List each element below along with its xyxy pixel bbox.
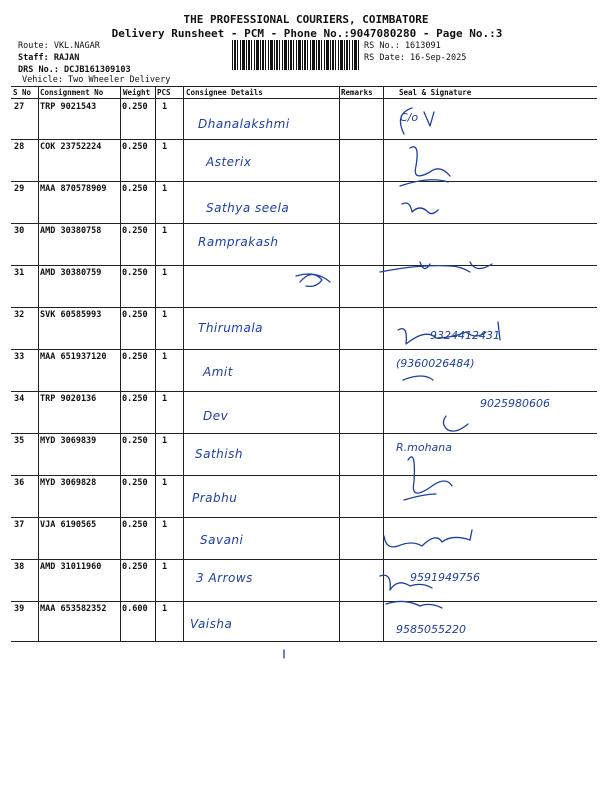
row-weight: 0.250 [122,394,148,404]
row-pcs: 1 [162,310,168,320]
row-consignee-name: Savani [200,533,244,547]
row-consignee-name: Sathish [195,447,243,461]
row-consignee-name: Ramprakash [198,235,279,249]
row-consignment-no: TRP 9021543 [40,102,97,112]
route-label: Route: VKL.NAGAR [18,41,100,51]
row-weight: 0.250 [122,268,148,278]
row-sno: 37 [14,520,25,530]
row-weight: 0.250 [122,102,148,112]
row-sno: 27 [14,102,25,112]
row-pcs: 1 [162,102,168,112]
row-consignment-no: VJA 6190565 [40,520,97,530]
row-sno: 31 [14,268,25,278]
row-consignee-name: Thirumala [198,321,264,335]
row-signature-note: C/o [400,111,419,124]
column-header-consignment: Consignment No [40,88,104,97]
column-header-pcs: PCS [157,88,171,97]
column-header-sno: S No [13,88,32,97]
row-pcs: 1 [162,520,168,530]
row-weight: 0.250 [122,226,148,236]
row-sno: 28 [14,142,25,152]
row-weight: 0.250 [122,520,148,530]
row-consignment-no: AMD 30380758 [40,226,102,236]
column-header-remarks: Remarks [341,88,373,97]
row-sno: 38 [14,562,25,572]
row-consignee-name: Asterix [206,155,252,169]
row-pcs: 1 [162,226,168,236]
row-weight: 0.250 [122,184,148,194]
rs-date: RS Date: 16-Sep-2025 [364,53,467,63]
row-consignee-name: Prabhu [192,491,238,505]
row-consignment-no: SVK 60585993 [40,310,102,320]
row-consignment-no: MAA 653582352 [40,604,107,614]
row-consignment-no: AMD 30380759 [40,268,102,278]
row-signature-note: 9585055220 [396,623,466,636]
row-consignment-no: MYD 3069839 [40,436,97,446]
row-consignment-no: AMD 31011960 [40,562,102,572]
row-consignee-name: Vaisha [190,617,233,631]
row-sno: 36 [14,478,25,488]
row-weight: 0.250 [122,436,148,446]
rs-number: RS No.: 1613091 [364,41,441,51]
row-sno: 29 [14,184,25,194]
company-title: THE PROFESSIONAL COURIERS, COIMBATORE [183,13,429,26]
row-weight: 0.600 [122,604,148,614]
row-consignee-name: Amit [203,365,233,379]
row-consignee-name: Dhanalakshmi [198,117,290,131]
row-pcs: 1 [162,562,168,572]
row-consignment-no: MAA 651937120 [40,352,107,362]
row-consignee-name: Dev [203,409,229,423]
row-pcs: 1 [162,268,168,278]
row-consignment-no: COK 23752224 [40,142,102,152]
row-pcs: 1 [162,478,168,488]
row-consignee-name: 3 Arrows [196,571,253,585]
row-sno: 34 [14,394,25,404]
row-signature-note: R.mohana [396,441,453,454]
staff-label: Staff: RAJAN [18,53,80,63]
column-header-consignee: Consignee Details [186,88,263,97]
vehicle-label: Vehicle: Two Wheeler Delivery [22,75,171,85]
row-sno: 33 [14,352,25,362]
row-signature-note: (9360026484) [396,357,475,370]
row-weight: 0.250 [122,562,148,572]
row-pcs: 1 [162,184,168,194]
row-consignment-no: MAA 870578909 [40,184,107,194]
row-pcs: 1 [162,604,168,614]
row-consignment-no: TRP 9020136 [40,394,97,404]
row-weight: 0.250 [122,310,148,320]
row-weight: 0.250 [122,142,148,152]
row-sno: 30 [14,226,25,236]
column-header-weight: Weight [123,88,151,97]
row-signature-note: 9025980606 [480,397,550,410]
column-header-signature: Seal & Signature [399,88,472,97]
row-signature-note: 9324412431 [430,329,500,342]
row-weight: 0.250 [122,352,148,362]
row-consignee-name: Sathya seela [206,201,290,215]
row-pcs: 1 [162,142,168,152]
row-pcs: 1 [162,352,168,362]
row-sno: 32 [14,310,25,320]
row-consignment-no: MYD 3069828 [40,478,97,488]
row-sno: 39 [14,604,25,614]
row-sno: 35 [14,436,25,446]
runsheet-subtitle: Delivery Runsheet - PCM - Phone No.:9047080280 - Page No.:3 [111,27,503,40]
drs-number: DRS No.: DCJB161309103 [18,65,131,75]
row-pcs: 1 [162,436,168,446]
row-pcs: 1 [162,394,168,404]
row-signature-note: 9591949756 [410,571,480,584]
row-weight: 0.250 [122,478,148,488]
